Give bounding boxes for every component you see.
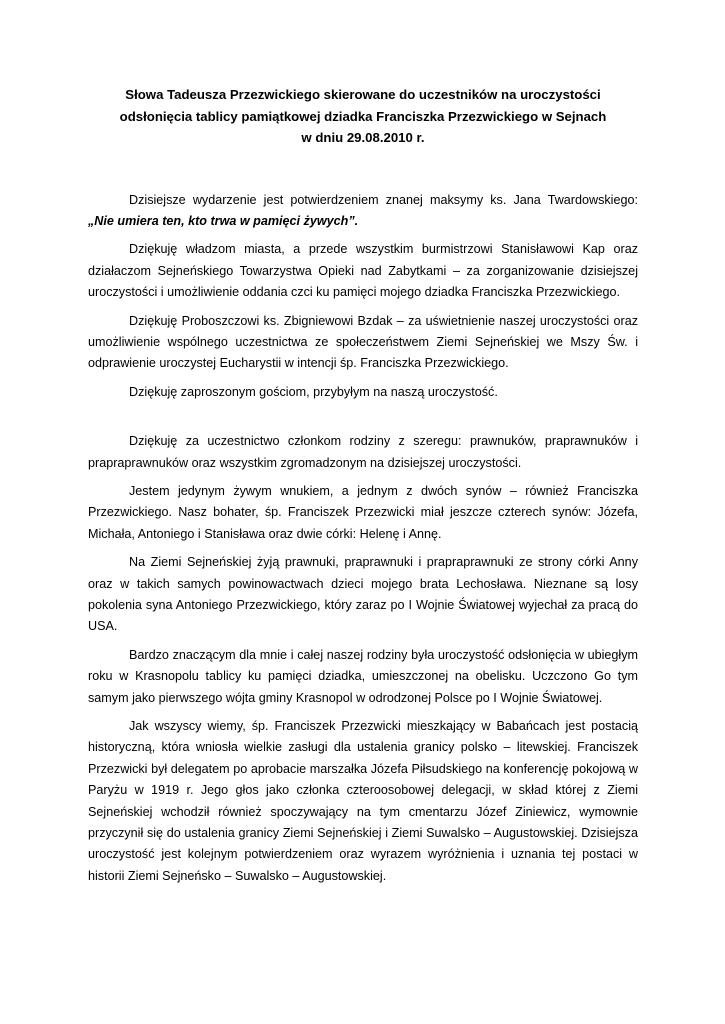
paragraph-thanks-parish: Dziękuję Proboszczowi ks. Zbigniewowi Bzdak – za uświetnienie naszej uroczystości oraz umożliwienie wspólnego uczestnictwa ze społeczeństwem Ziemi Sejneńskiej we Mszy Św. i odprawienie uroczystej Eucharystii w intencji śp. Franciszka Przezwickiego.: [88, 313, 638, 371]
paragraph-grandson: Jestem jedynym żywym wnukiem, a jednym z dwóch synów – również Franciszka Przezwickiego. Nasz bohater, śp. Franciszek Przezwicki miał jeszcze czterech synów: Józefa, Michała, Antoniego i Stanisława oraz dwie córki: Helenę i Annę.: [88, 483, 638, 541]
paragraph-krasnopol: Bardzo znaczącym dla mnie i całej naszej rodziny była uroczystość odsłonięcia w ubiegłym roku w Krasnopolu tablicy ku pamięci dziadka, umieszczonej na obelisku. Uczczono Go tym samym jako pierwszego wójta gminy Krasnopol w odrodzonej Polsce po I Wojnie Światowej.: [88, 647, 638, 705]
document-title: [88, 84, 638, 149]
document-page: [88, 84, 638, 887]
title-line-1: Słowa Tadeusza Przezwickiego skierowane do uczestników na uroczystości: [125, 87, 601, 102]
paragraph-descendants: Na Ziemi Sejneńskiej żyją prawnuki, praprawnuki i prapraprawnuki ze strony córki Anny oraz w takich samych powinowactwach dzieci mojego brata Lechosława. Nieznane są losy pokolenia syna Antoniego Przezwickiego, który zaraz po I Wojnie Światowej wyjechał za pracą do USA.: [88, 555, 638, 634]
paragraph-history: Jak wszyscy wiemy, śp. Franciszek Przezwicki mieszkający w Babańcach jest postacią historyczną, która wniosła wielkie zasługi dla ustalenia granicy polsko – litewskiej. Franciszek Przezwicki był delegatem po aprobacie marszałka Józefa Piłsudskiego na konferencję pokojową w Paryżu w 1919 r. Jego głos jako członka czteroosobowej delegacji, w skład której z Ziemi Sejneńskiej wchodził również spoczywający na tym cmentarzu Józef Ziniewicz, wymownie przyczynił się do ustalenia granicy Ziemi Sejneńskiej i Ziemi Suwalsko – Augustowskiej. Dzisiejsza uroczystość jest kolejnym potwierdzeniem oraz wyrazem wyróżnienia i uznania tej postaci w historii Ziemi Sejneńsko – Suwalsko – Augustowskiej.: [88, 719, 638, 883]
title-line-3: w dniu 29.08.2010 r.: [301, 130, 425, 145]
twardowski-quote: „Nie umiera ten, kto trwa w pamięci żywych”.: [88, 213, 359, 228]
paragraph-thanks-guests: Dziękuję zaproszonym gościom, przybyłym na naszą uroczystość.: [129, 384, 498, 399]
paragraph-thanks-authorities: Dziękuję władzom miasta, a przede wszystkim burmistrzowi Stanisławowi Kap oraz działaczom Sejneńskiego Towarzystwa Opieki nad Zabytkami – za zorganizowanie dzisiejszej uroczystości i umożliwienie oddania czci ku pamięci mojego dziadka Franciszka Przezwickiego.: [88, 242, 638, 300]
intro-text: Dzisiejsze wydarzenie jest potwierdzeniem znanej maksymy ks. Jana Twardowskiego:: [129, 192, 638, 207]
title-line-2: odsłonięcia tablicy pamiątkowej dziadka Franciszka Przezwickiego w Sejnach: [119, 108, 607, 124]
intro-paragraph: [88, 190, 638, 233]
paragraph-thanks-family: Dziękuję za uczestnictwo członkom rodziny z szeregu: prawnuków, praprawnuków i prapraprawnuków oraz wszystkim zgromadzonym na dzisiejszej uroczystości.: [88, 434, 638, 470]
